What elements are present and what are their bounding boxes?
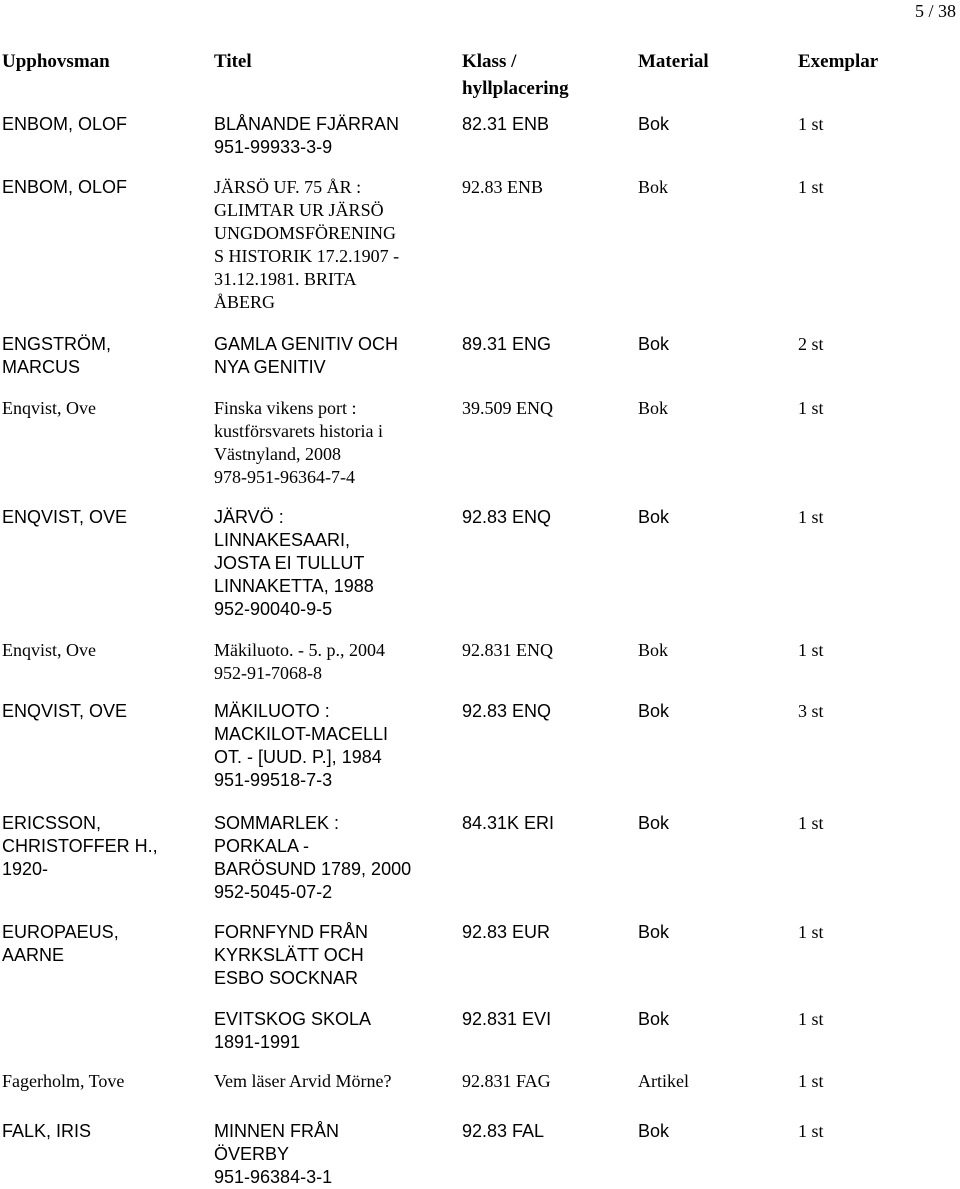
header-author: Upphovsman: [2, 51, 110, 72]
row-author: Fagerholm, Tove: [2, 1071, 125, 1091]
row-title: FORNFYND FRÅN KYRKSLÄTT OCH ESBO SOCKNAR: [214, 922, 368, 988]
row-exemplar: 1 st: [798, 640, 824, 660]
row-klass: 92.83 ENB: [462, 177, 543, 197]
row-title: Finska vikens port : kustförsvarets historia i Västnyland, 2008 978-951-96364-7-4: [214, 398, 383, 487]
row-klass: 92.831 FAG: [462, 1071, 551, 1091]
row-klass: 39.509 ENQ: [462, 398, 553, 418]
row-title: JÄRSÖ UF. 75 ÅR : GLIMTAR UR JÄRSÖ UNGDOMSFÖRENING S HISTORIK 17.2.1907 - 31.12.1981. BRITA ÅBERG: [214, 177, 400, 312]
row-title: MINNEN FRÅN ÖVERBY 951-96384-3-1: [214, 1121, 339, 1187]
row-klass: 92.831 EVI: [462, 1009, 552, 1029]
row-exemplar: 1 st: [798, 507, 824, 527]
row-material: Bok: [638, 640, 669, 660]
row-title: JÄRVÖ : LINNAKESAARI, JOSTA EI TULLUT LINNAKETTA, 1988 952-90040-9-5: [214, 507, 374, 619]
row-title: EVITSKOG SKOLA 1891-1991: [214, 1009, 372, 1052]
row-title: Mäkiluoto. - 5. p., 2004 952-91-7068-8: [214, 640, 385, 683]
row-title: SOMMARLEK : PORKALA - BARÖSUND 1789, 2000 952-5045-07-2: [214, 813, 412, 902]
row-exemplar: 1 st: [798, 1121, 824, 1141]
row-author: ENQVIST, OVE: [2, 507, 128, 527]
row-author: FALK, IRIS: [2, 1121, 92, 1141]
row-author: ENGSTRÖM, MARCUS: [2, 334, 112, 377]
row-title: BLÅNANDE FJÄRRAN 951-99933-3-9: [214, 114, 400, 157]
row-exemplar: 2 st: [798, 334, 824, 354]
row-klass: 84.31K ERI: [462, 813, 555, 833]
row-material: Bok: [638, 334, 670, 354]
row-author: Enqvist, Ove: [2, 398, 96, 418]
row-klass: 92.831 ENQ: [462, 640, 553, 660]
row-klass: 89.31 ENG: [462, 334, 552, 354]
row-title: MÄKILUOTO : MACKILOT-MACELLI OT. - [UUD. P.], 1984 951-99518-7-3: [214, 701, 389, 790]
row-author: ERICSSON, CHRISTOFFER H., 1920-: [2, 813, 158, 879]
row-material: Bok: [638, 813, 670, 833]
row-exemplar: 1 st: [798, 177, 824, 197]
header-title: Titel: [214, 51, 252, 72]
row-exemplar: 3 st: [798, 701, 824, 721]
row-author: EUROPAEUS, AARNE: [2, 922, 119, 965]
row-exemplar: 1 st: [798, 1009, 824, 1029]
row-klass: 82.31 ENB: [462, 114, 550, 134]
page-number: 5 / 38: [914, 1, 956, 21]
row-material: Bok: [638, 177, 669, 197]
row-material: Bok: [638, 398, 669, 418]
header-material: Material: [638, 51, 709, 72]
row-klass: 92.83 ENQ: [462, 507, 552, 527]
row-klass: 92.83 FAL: [462, 1121, 545, 1141]
row-author: ENBOM, OLOF: [2, 177, 128, 197]
header-klass: Klass / hyllplacering: [462, 51, 569, 99]
row-author: ENBOM, OLOF: [2, 114, 128, 134]
row-exemplar: 1 st: [798, 114, 824, 134]
row-title: Vem läser Arvid Mörne?: [214, 1071, 392, 1091]
row-author: ENQVIST, OVE: [2, 701, 128, 721]
row-material: Artikel: [638, 1071, 689, 1091]
row-exemplar: 1 st: [798, 922, 824, 942]
row-title: GAMLA GENITIV OCH NYA GENITIV: [214, 334, 399, 377]
row-exemplar: 1 st: [798, 813, 824, 833]
row-material: Bok: [638, 701, 670, 721]
row-material: Bok: [638, 922, 670, 942]
row-exemplar: 1 st: [798, 398, 824, 418]
row-material: Bok: [638, 1121, 670, 1141]
row-author: Enqvist, Ove: [2, 640, 96, 660]
row-material: Bok: [638, 507, 670, 527]
row-material: Bok: [638, 114, 670, 134]
row-exemplar: 1 st: [798, 1071, 824, 1091]
row-klass: 92.83 EUR: [462, 922, 551, 942]
row-klass: 92.83 ENQ: [462, 701, 552, 721]
row-material: Bok: [638, 1009, 670, 1029]
header-exemplar: Exemplar: [798, 51, 879, 72]
